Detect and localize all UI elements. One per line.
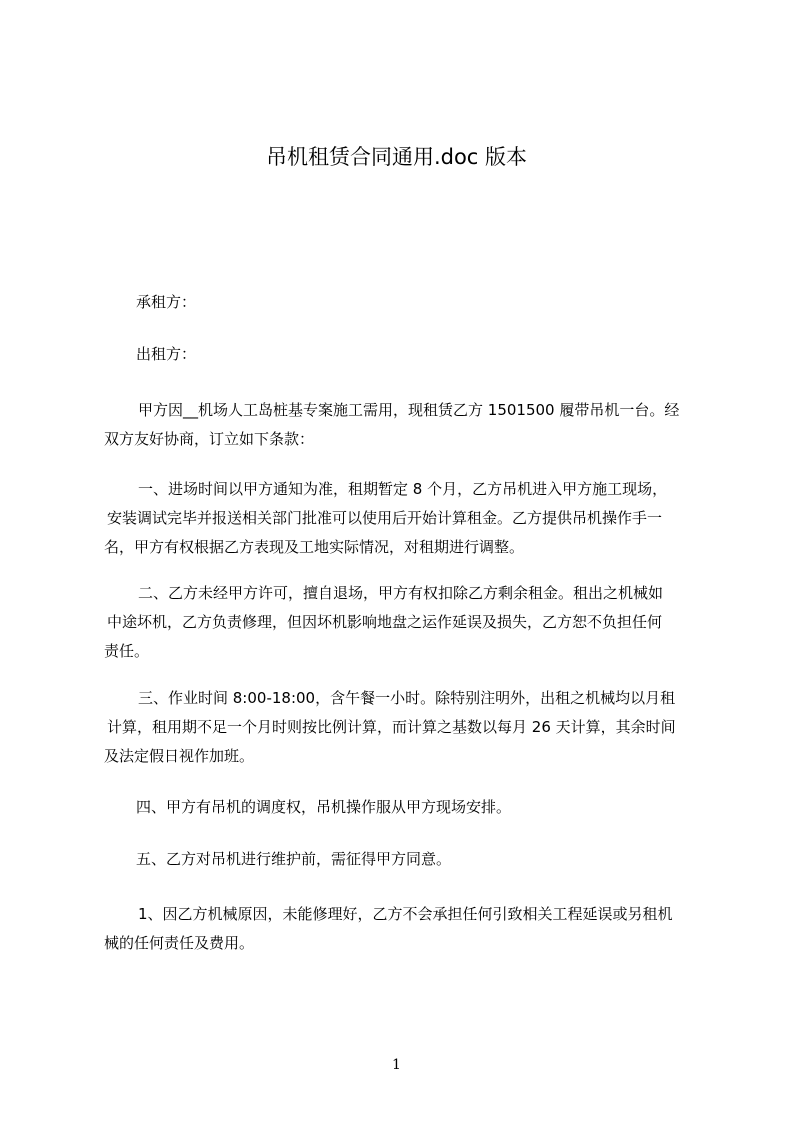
paragraph-sub-1: 1、因乙方机械原因，未能修理好，乙方不会承担任何引致相关工程延误或另租机 械的任何责任及费用。 [104,905,673,952]
lessor-line: 出租方： [136,345,197,363]
paragraph-clause-2: 二、乙方未经甲方许可，擅自退场，甲方有权扣除乙方剩余租金。租出之机械如 中途坏机，乙方负责修理，但因坏机影响地盘之运作延误及损失，乙方恕不负担任何 责任。 [104,584,664,660]
lessee-line: 承租方： [136,293,197,311]
paragraph-clause-3: 三、作业时间 8:00-18:00，含午餐一小时。除特别注明外，出租之机械均以月租 计算，租用期不足一个月时则按比例计算，而计算之基数以每月 26 天计算，其余时间 及法定假日视作加班。 [104,689,676,765]
page-number: 1 [392,1057,401,1073]
paragraph-clause-4: 四、甲方有吊机的调度权，吊机操作服从甲方现场安排。 [136,798,512,816]
paragraph-clause-5: 五、乙方对吊机进行维护前，需征得甲方同意。 [136,850,452,868]
document-title: 吊机租赁合同通用.doc 版本 [265,145,528,169]
paragraph-clause-1: 一、进场时间以甲方通知为准，租期暂定 8 个月，乙方吊机进入甲方施工现场， 安装调试完毕并报送相关部门批准可以使用后开始计算租金。乙方提供吊机操作手一 名，甲方有权根据乙方表现及工地实际情况，对租期进行调整。 [104,480,668,556]
paragraph-intro: 甲方因__机场人工岛桩基专案施工需用，现租赁乙方 1501500 履带吊机一台。经 双方友好协商，订立如下条款： [104,401,680,448]
